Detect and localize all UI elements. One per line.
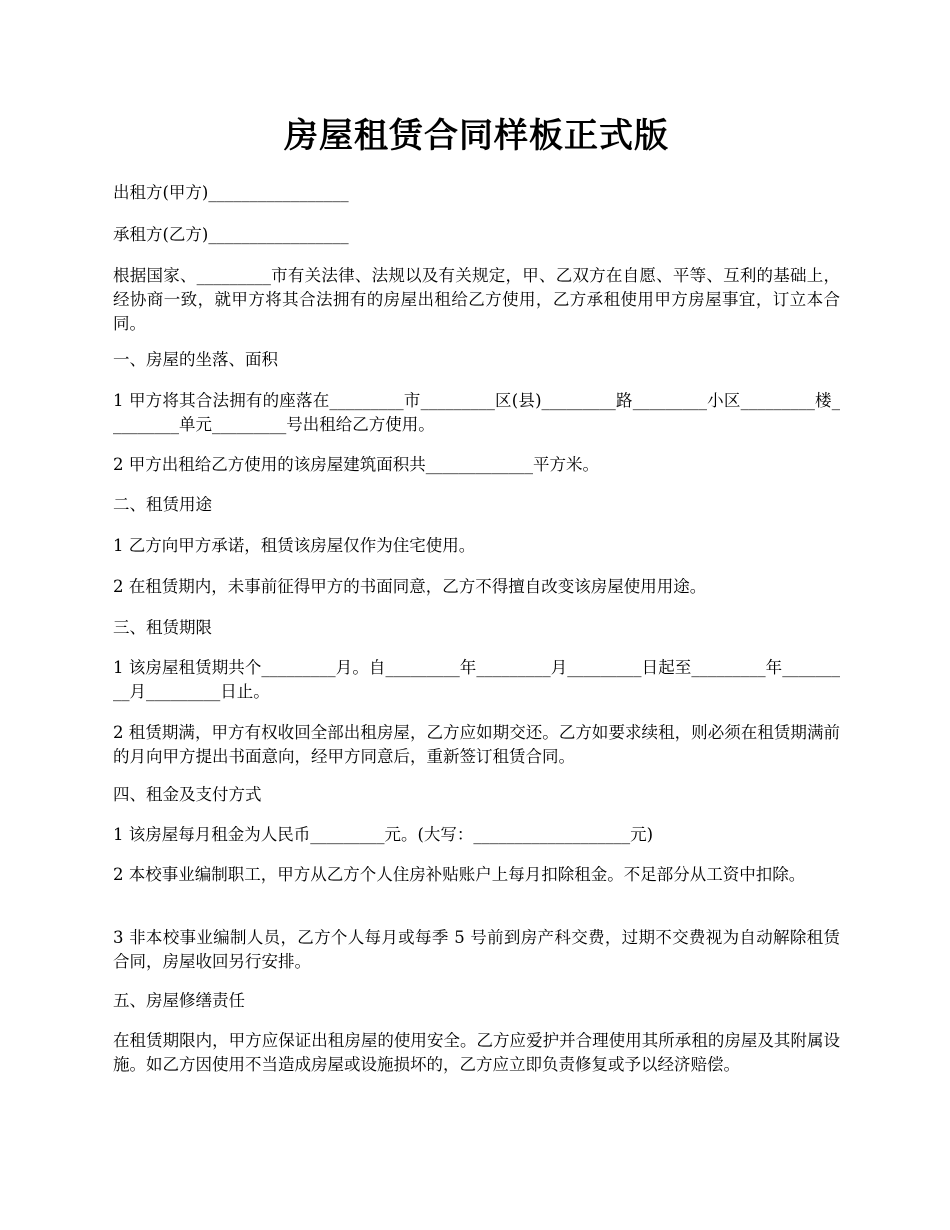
clause-2-2: 2 在租赁期内，未事前征得甲方的书面同意，乙方不得擅自改变该房屋使用用途。: [113, 577, 707, 596]
lessee-line: 承租方(乙方)_________________: [113, 225, 349, 244]
clause-2-1: 1 乙方向甲方承诺，租赁该房屋仅作为住宅使用。: [113, 536, 476, 555]
document-title: 房屋租赁合同样板正式版: [284, 116, 669, 156]
preamble-paragraph: 根据国家、_________市有关法律、法规以及有关规定，甲、乙双方在自愿、平等、互利的基础上，经协商一致，就甲方将其合法拥有的房屋出租给乙方使用，乙方承租使用甲方房屋事宜，订立本合同。: [113, 266, 840, 333]
clause-1-2: 2 甲方出租给乙方使用的该房屋建筑面积共_____________平方米。: [113, 455, 599, 474]
clause-5: 在租赁期限内，甲方应保证出租房屋的使用安全。乙方应爱护并合理使用其所承租的房屋及其附属设施。如乙方因使用不当造成房屋或设施损坏的，乙方应立即负责修复或予以经济赔偿。: [113, 1031, 840, 1074]
section-heading-5: 五、房屋修缮责任: [113, 991, 245, 1010]
section-heading-1: 一、房屋的坐落、面积: [113, 350, 278, 369]
section-heading-2: 二、租赁用途: [113, 495, 212, 514]
lessor-line: 出租方(甲方)_________________: [113, 183, 349, 202]
clause-4-1: 1 该房屋每月租金为人民币_________元。(大写：___________________元): [113, 825, 654, 844]
clause-3-2: 2 租赁期满，甲方有权收回全部出租房屋，乙方应如期交还。乙方如要求续租，则必须在租赁期满前的月向甲方提出书面意向，经甲方同意后，重新签订租赁合同。: [113, 723, 840, 766]
clause-3-1: 1 该房屋租赁期共个_________月。自_________年_________月_________日起至_________年_________月_________日止。: [113, 658, 840, 701]
section-heading-3: 三、租赁期限: [113, 618, 212, 637]
section-heading-4: 四、租金及支付方式: [113, 785, 262, 804]
clause-1-1: 1 甲方将其合法拥有的座落在_________市_________区(县)_________路_________小区_________楼_________单元_________号出租给乙方使用。: [113, 391, 840, 434]
clause-4-3: 3 非本校事业编制人员，乙方个人每月或每季 5 号前到房产科交费，过期不交费视为自动解除租赁合同，房屋收回另行安排。: [113, 928, 840, 971]
clause-4-2: 2 本校事业编制职工，甲方从乙方个人住房补贴账户上每月扣除租金。不足部分从工资中扣除。: [113, 865, 806, 884]
